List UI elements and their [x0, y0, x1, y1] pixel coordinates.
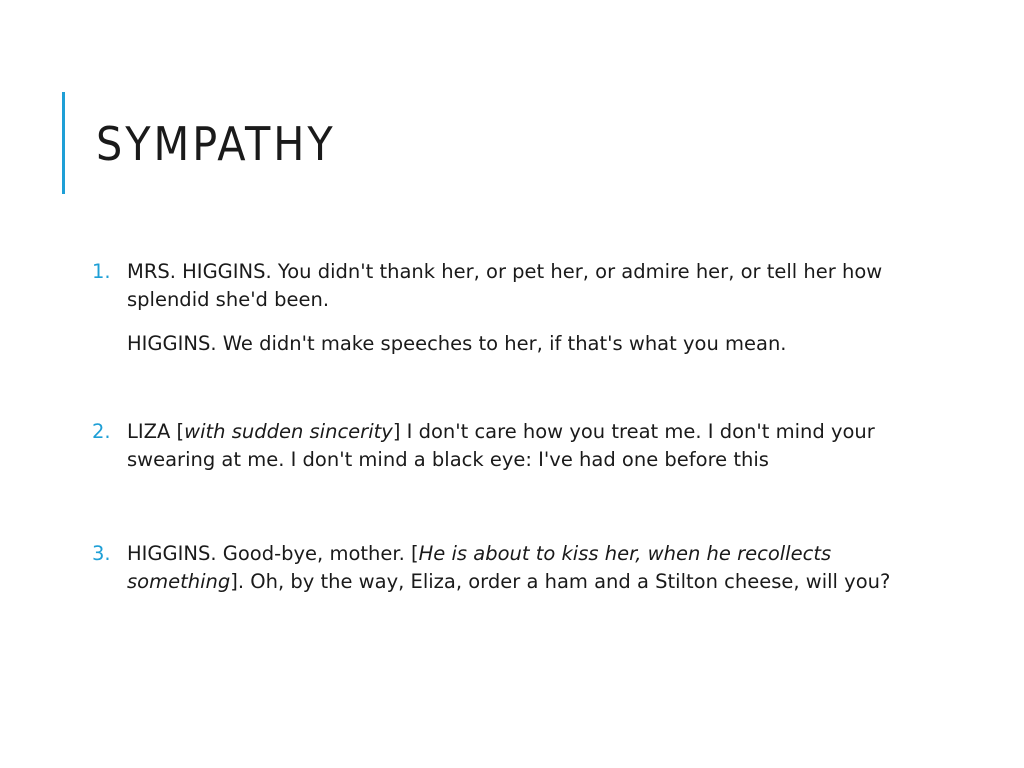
speaker-text: LIZA [: [127, 420, 185, 443]
quote-line: [127, 418, 902, 474]
list-item: [92, 258, 902, 358]
dialogue-text: ]. Oh, by the way, Eliza, order a ham and a Stilton cheese, will you?: [230, 570, 891, 593]
quote-line: MRS. HIGGINS. You didn't thank her, or pet her, or admire her, or tell her how splendid she'd been.: [127, 260, 883, 311]
list-number: 3.: [92, 542, 111, 565]
list-item: [92, 540, 902, 596]
quote-line: [127, 540, 902, 596]
list-item: [92, 418, 902, 474]
stage-direction: He is about to kiss her, when he recollects something: [127, 542, 832, 593]
quote-list: [92, 258, 902, 596]
speaker-text: HIGGINS. Good-bye, mother. [: [127, 542, 419, 565]
list-number: 1.: [92, 260, 111, 283]
slide-title: SYMPATHY: [96, 117, 336, 171]
quote-line: HIGGINS. We didn't make speeches to her, if that's what you mean.: [127, 332, 787, 355]
stage-direction: with sudden sincerity: [184, 420, 393, 443]
dialogue-text: ] I don't care how you treat me. I don't mind your swearing at me. I don't mind a black eye: I've had one before this: [127, 420, 875, 471]
title-accent-bar: [62, 92, 65, 194]
list-number: 2.: [92, 420, 111, 443]
